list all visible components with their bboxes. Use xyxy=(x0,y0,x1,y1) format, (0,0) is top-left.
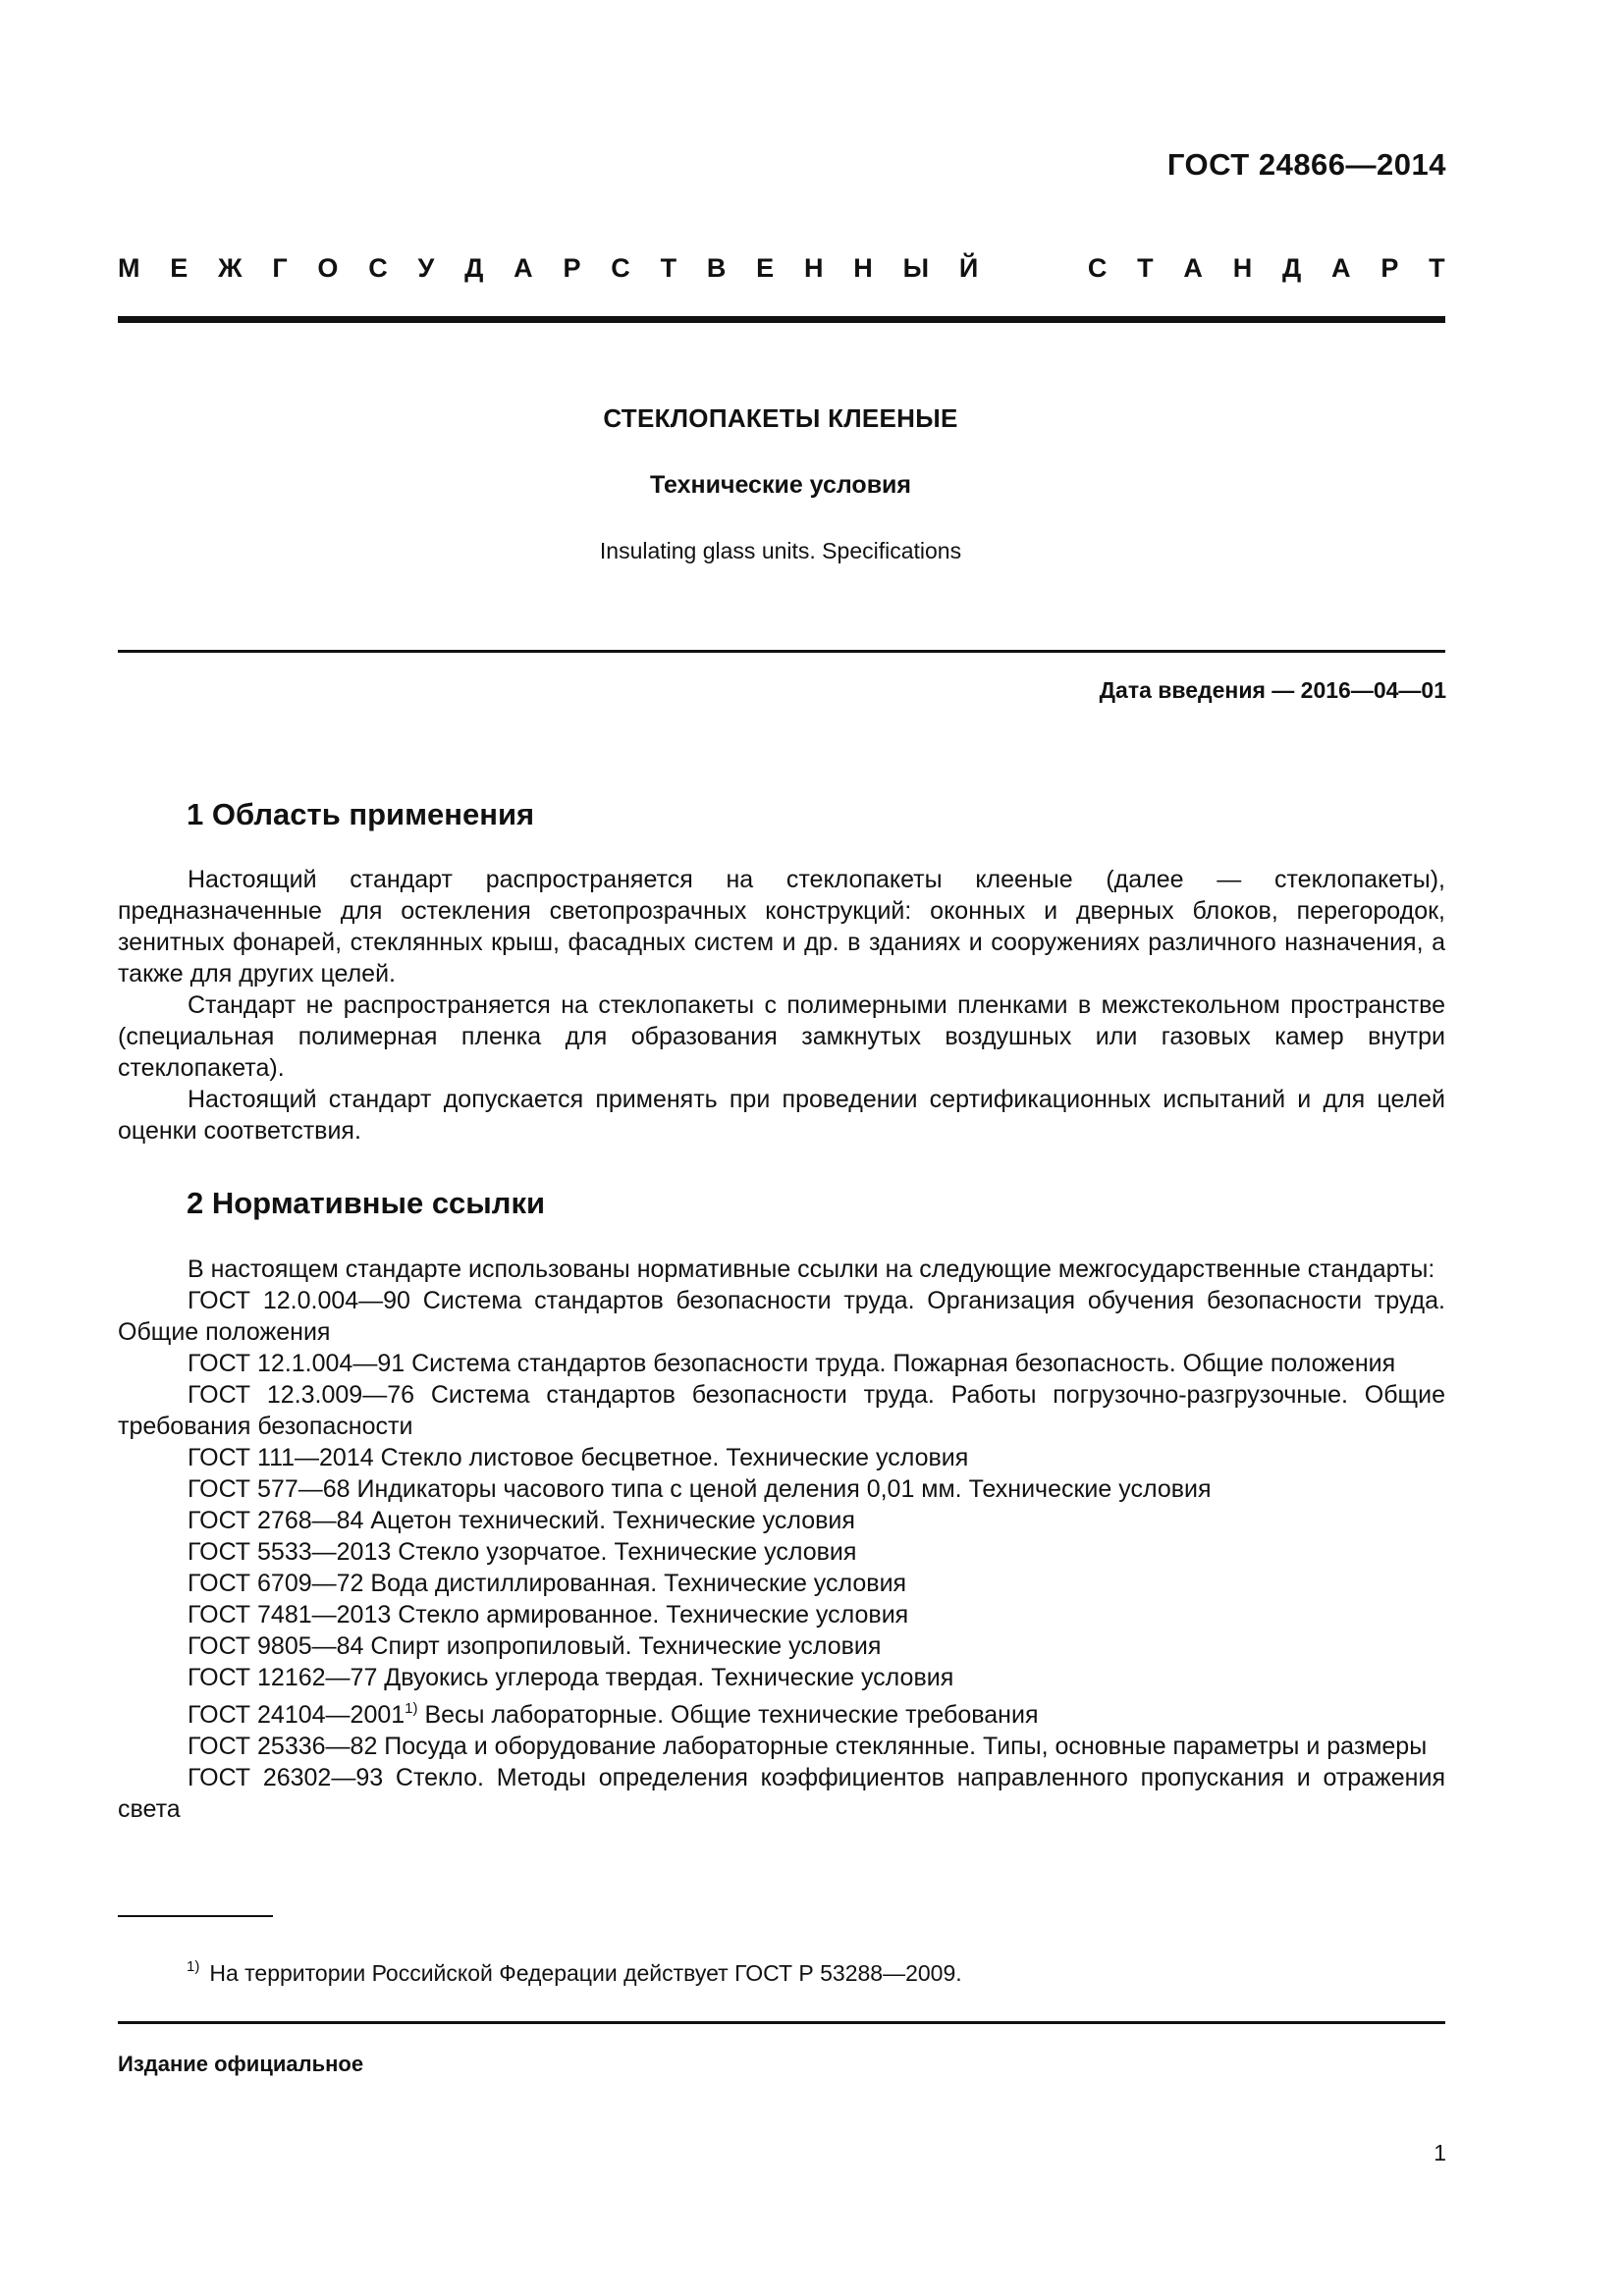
section-1-heading: 1 Область применения xyxy=(187,797,535,831)
reference-item: ГОСТ 12.0.004—90 Система стандартов безопасности труда. Организация обучения безопасности труда. Общие положения xyxy=(118,1287,1445,1346)
section-2-intro: В настоящем стандарте использованы нормативные ссылки на следующие межгосударственные стандарты: xyxy=(188,1255,1435,1283)
reference-item: ГОСТ 12.1.004—91 Система стандартов безопасности труда. Пожарная безопасность. Общие положения xyxy=(188,1350,1396,1377)
reference-item-with-footnote xyxy=(118,1693,1445,1731)
standard-type-letter: Д xyxy=(464,253,484,283)
reference-item: ГОСТ 25336—82 Посуда и оборудование лабораторные стеклянные. Типы, основные параметры и размеры xyxy=(188,1733,1428,1760)
gost-number: ГОСТ 24866—2014 xyxy=(1166,147,1446,182)
standard-type-letter: Т xyxy=(660,253,677,283)
standard-type-letter: Н xyxy=(1232,253,1253,283)
standard-type-letter: Н xyxy=(803,253,824,283)
footnote xyxy=(187,1958,962,1987)
standard-type-letter: Д xyxy=(1282,253,1302,283)
document-subtitle: Технические условия xyxy=(649,471,912,499)
footnote-text: На территории Российской Федерации действует ГОСТ Р 53288—2009. xyxy=(209,1960,962,1986)
standard-type-letter: Н xyxy=(853,253,873,283)
section-2-body xyxy=(118,1254,1445,1825)
footnote-mark: 1) xyxy=(187,1958,200,1975)
footer-rule xyxy=(118,2021,1445,2024)
standard-type-letter: В xyxy=(706,253,727,283)
reference-item: ГОСТ 2768—84 Ацетон технический. Технические условия xyxy=(188,1507,855,1534)
footnote-rule xyxy=(118,1915,273,1917)
document-title-english: Insulating glass units. Specifications xyxy=(599,538,962,563)
header-rule xyxy=(118,316,1445,323)
section-1-paragraph: Настоящий стандарт допускается применять при проведении сертификационных испытаний и для целей оценки соответствия. xyxy=(118,1086,1445,1145)
reference-item: ГОСТ 577—68 Индикаторы часового типа с ценой деления 0,01 мм. Технические условия xyxy=(188,1475,1212,1503)
title-rule xyxy=(118,650,1445,653)
standard-type-letter: С xyxy=(1087,253,1108,283)
standard-type-letter: Т xyxy=(1137,253,1154,283)
word-gap xyxy=(1008,253,1057,284)
standard-type-letter: А xyxy=(1331,253,1351,283)
standard-type-letter: Й xyxy=(958,253,979,283)
reference-item: ГОСТ 26302—93 Стекло. Методы определения коэффициентов направленного пропускания и отражения света xyxy=(118,1764,1445,1823)
standard-type-letter: М xyxy=(118,253,140,283)
page-number: 1 xyxy=(1434,2140,1446,2165)
edition-label: Издание официальное xyxy=(118,2052,364,2076)
reference-item: ГОСТ 5533—2013 Стекло узорчатое. Технические условия xyxy=(188,1538,857,1566)
reference-item: ГОСТ 12.3.009—76 Система стандартов безопасности труда. Работы погрузочно-разгрузочные. Общие требования безопасности xyxy=(118,1381,1445,1440)
section-1-body xyxy=(118,864,1445,1147)
standard-type-letter: А xyxy=(1183,253,1203,283)
reference-item: ГОСТ 111—2014 Стекло листовое бесцветное. Технические условия xyxy=(188,1444,969,1471)
standard-type-letter: Г xyxy=(272,253,288,283)
section-1-paragraph: Стандарт не распространяется на стеклопакеты с полимерными пленками в межстекольном пространстве (специальная полимерная пленка для образования замкнутых воздушных или газовых камер внутри стеклопакета). xyxy=(118,991,1445,1082)
standard-type-letter: О xyxy=(317,253,339,283)
reference-code: ГОСТ 24104—2001 xyxy=(188,1701,406,1729)
reference-item: ГОСТ 7481—2013 Стекло армированное. Технические условия xyxy=(188,1601,909,1629)
standard-type-letter: Е xyxy=(756,253,775,283)
footnote-marker: 1) xyxy=(405,1700,418,1717)
section-2-heading: 2 Нормативные ссылки xyxy=(187,1186,546,1220)
standard-type-letter: У xyxy=(417,253,435,283)
standard-type-letter: С xyxy=(611,253,630,283)
document-title: СТЕКЛОПАКЕТЫ КЛЕЕНЫЕ xyxy=(603,403,958,433)
standard-type-letter: Е xyxy=(170,253,189,283)
section-1-paragraph: Настоящий стандарт распространяется на стеклопакеты клееные (далее — стеклопакеты), предназначенные для остекления светопрозрачных конструкций: оконных и дверных блоков, перегородок, зенитных фонарей, стеклянных крыш, фасадных систем и др. в зданиях и сооружениях различного назначения, а также для других целей. xyxy=(118,866,1445,988)
standard-type-letter: Т xyxy=(1429,253,1445,283)
standard-type-letter: Ж xyxy=(218,253,243,283)
reference-item: ГОСТ 9805—84 Спирт изопропиловый. Технические условия xyxy=(188,1632,882,1660)
reference-item: ГОСТ 6709—72 Вода дистиллированная. Технические условия xyxy=(188,1570,907,1597)
standard-type-letter: Р xyxy=(1380,253,1399,283)
standard-type-letter: Ы xyxy=(902,253,930,283)
standard-type-line xyxy=(118,253,1445,284)
introduction-date: Дата введения — 2016—04—01 xyxy=(1099,677,1446,703)
reference-title: Весы лабораторные. Общие технические требования xyxy=(417,1701,1039,1729)
standard-type-letter: С xyxy=(368,253,388,283)
standard-type-letter: А xyxy=(514,253,533,283)
reference-item: ГОСТ 12162—77 Двуокись углерода твердая. Технические условия xyxy=(188,1664,954,1691)
standard-type-letter: Р xyxy=(563,253,581,283)
